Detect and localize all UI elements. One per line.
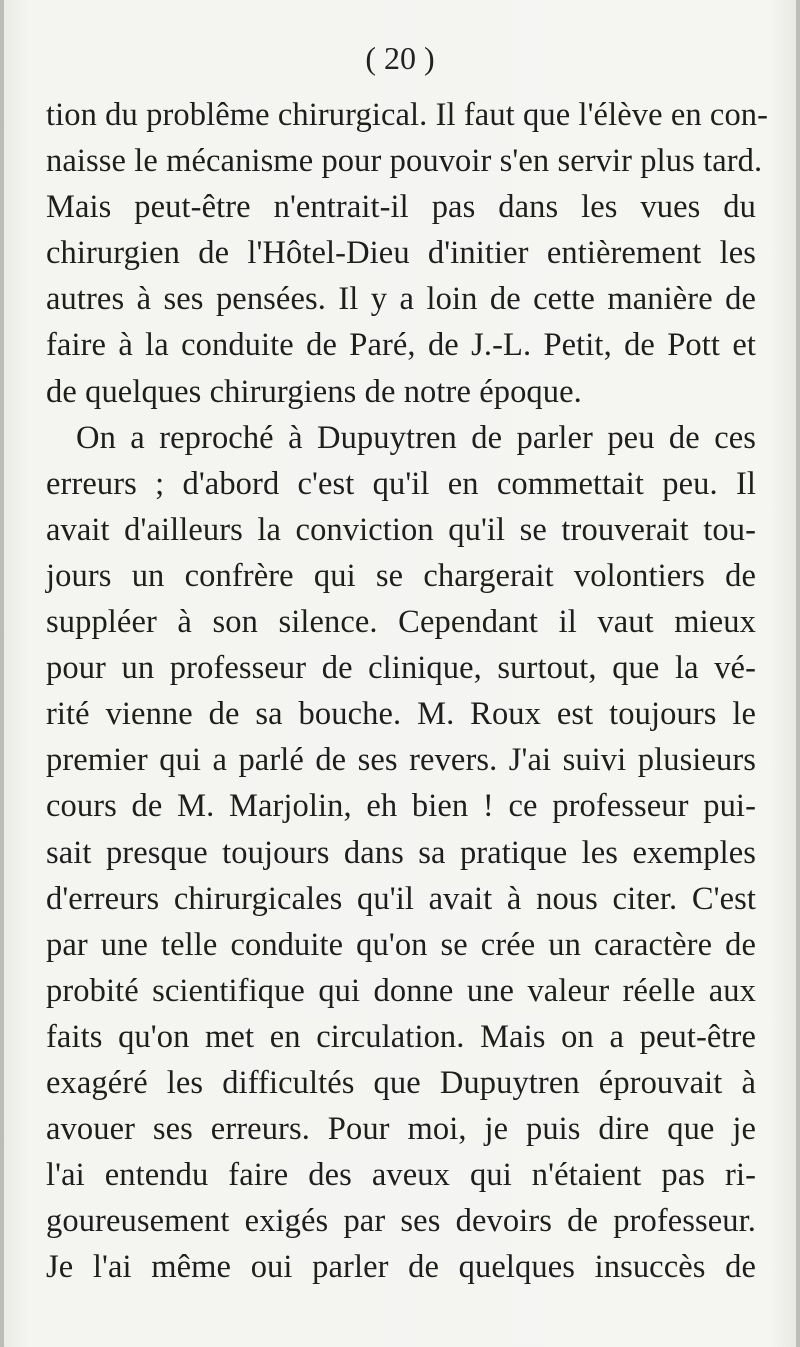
text-line: de quelques chirurgiens de notre époque. (46, 373, 582, 410)
page-edge-shadow-right (796, 0, 800, 1347)
text-line: exagéré les difficultés que Dupuytren éprouvait à (46, 1064, 756, 1101)
text-line: premier qui a parlé de ses revers. J'ai suivi plusieurs (46, 742, 756, 779)
text-line: rité vienne de sa bouche. M. Roux est toujours le (46, 696, 756, 733)
text-line: faire à la conduite de Paré, de J.-L. Petit, de Pott et (46, 327, 756, 364)
text-line: On a reproché à Dupuytren de parler peu de ces (76, 419, 756, 456)
text-line: pour un professeur de clinique, surtout, que la vé- (46, 650, 756, 687)
text-line: probité scientifique qui donne une valeur réelle aux (46, 972, 756, 1009)
text-line: erreurs ; d'abord c'est qu'il en commettait peu. Il (46, 465, 756, 502)
text-line: goureusement exigés par ses devoirs de professeur. (46, 1203, 756, 1240)
text-line: Mais peut-être n'entrait-il pas dans les vues du (46, 189, 756, 226)
page-edge-shadow-left (0, 0, 4, 1347)
text-line: autres à ses pensées. Il y a loin de cette manière de (46, 281, 756, 318)
text-line: naisse le mécanisme pour pouvoir s'en servir plus tard. (46, 143, 763, 180)
body-text (46, 92, 769, 1290)
text-line: Je l'ai même oui parler de quelques insuccès de (46, 1249, 756, 1286)
text-line: d'erreurs chirurgicales qu'il avait à nous citer. C'est (46, 880, 756, 917)
page-number: ( 20 ) (365, 40, 435, 76)
text-line: suppléer à son silence. Cependant il vaut mieux (46, 604, 756, 641)
text-line: avouer ses erreurs. Pour moi, je puis dire que je (46, 1111, 756, 1148)
text-line: sait presque toujours dans sa pratique les exemples (46, 834, 756, 871)
text-line: faits qu'on met en circulation. Mais on a peut-être (46, 1018, 756, 1055)
text-line: tion du problême chirurgical. Il faut que l'élève en con- (46, 97, 769, 133)
text-line: jours un confrère qui se chargerait volontiers de (46, 557, 756, 594)
text-line: avait d'ailleurs la conviction qu'il se trouverait tou- (46, 511, 756, 548)
text-line: l'ai entendu faire des aveux qui n'étaient pas ri- (46, 1157, 756, 1194)
text-line: par une telle conduite qu'on se crée un caractère de (46, 926, 756, 963)
text-line: chirurgien de l'Hôtel-Dieu d'initier entièrement les (46, 235, 756, 272)
text-line: cours de M. Marjolin, eh bien ! ce professeur pui- (46, 788, 756, 825)
